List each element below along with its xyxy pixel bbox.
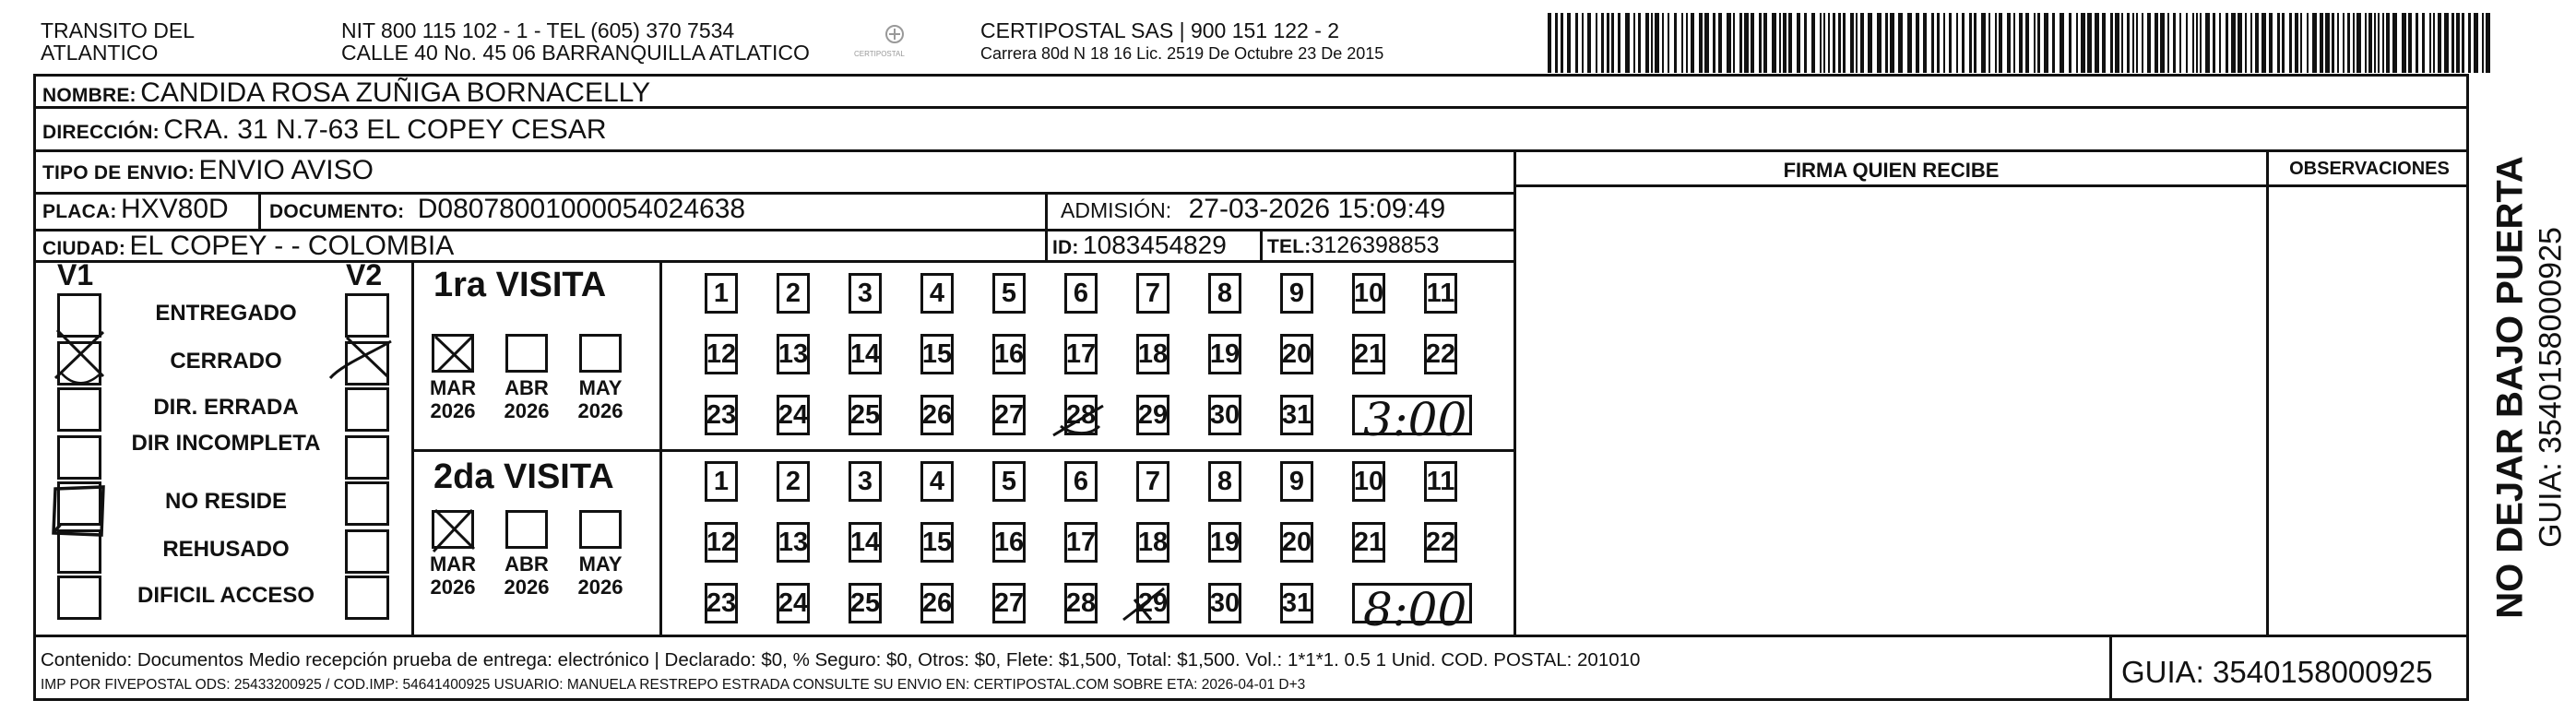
footer-imp: IMP POR FIVEPOSTAL ODS: 25433200925 / COD.IMP: 54641400925 USUARIO: MANUELA RESTREPO ESTRADA CONSULTE SU ENVIO EN: CERTIPOSTAL.COM SOBRE ETA: 2026-04-01 D+3 <box>41 677 1306 693</box>
courier-address: Carrera 80d N 18 16 Lic. 2519 De Octubre 23 De 2015 <box>980 44 1384 63</box>
status-label: NO RESIDE <box>164 489 288 514</box>
day-box[interactable]: 18 <box>1136 334 1169 374</box>
day-box[interactable]: 3 <box>849 461 882 502</box>
ciudad-value: EL COPEY - - COLOMBIA <box>129 231 455 261</box>
tipo-envio-label: TIPO DE ENVIO: <box>42 162 195 184</box>
day-box[interactable]: 11 <box>1424 461 1457 502</box>
status-label: CERRADO <box>170 349 282 374</box>
side-guia: GUIA: 3540158000925 <box>2533 227 2569 548</box>
day-box[interactable]: 20 <box>1280 522 1313 563</box>
footer-guia: GUIA: 3540158000925 <box>2121 655 2433 689</box>
month-year: 2026 <box>577 399 623 422</box>
day-box[interactable]: 13 <box>777 522 810 563</box>
day-box[interactable]: 24 <box>777 395 810 435</box>
day-box[interactable]: 17 <box>1064 334 1098 374</box>
day-box[interactable]: 17 <box>1064 522 1098 563</box>
day-box[interactable]: 18 <box>1136 522 1169 563</box>
day-box[interactable]: 15 <box>920 522 954 563</box>
visit2-time-handwritten: 8:00 <box>1363 583 1467 636</box>
month-year: 2026 <box>430 399 476 422</box>
day-box[interactable]: 9 <box>1280 273 1313 314</box>
status-label: DIR. ERRADA <box>153 395 299 420</box>
day-box[interactable]: 10 <box>1352 461 1385 502</box>
day-box[interactable]: 7 <box>1136 461 1169 502</box>
month-year: 2026 <box>430 576 476 599</box>
id-label: ID: <box>1052 237 1079 258</box>
day-box[interactable]: 13 <box>777 334 810 374</box>
day-box[interactable]: 12 <box>705 334 738 374</box>
placa-label: PLACA: <box>42 201 117 222</box>
status-label: DIR INCOMPLETA <box>131 431 321 456</box>
firma-quien-recibe-label: FIRMA QUIEN RECIBE <box>1783 159 2000 182</box>
day-box[interactable]: 23 <box>705 583 738 623</box>
day-box[interactable]: 1 <box>705 461 738 502</box>
day-box[interactable]: 4 <box>920 461 954 502</box>
day-box[interactable]: 19 <box>1208 522 1241 563</box>
day-box[interactable]: 20 <box>1280 334 1313 374</box>
admision-value: 27-03-2026 15:09:49 <box>1188 194 1446 224</box>
day-box[interactable]: 8 <box>1208 273 1241 314</box>
day-box[interactable]: 10 <box>1352 273 1385 314</box>
month-name: MAR <box>429 376 477 399</box>
day-box[interactable]: 15 <box>920 334 954 374</box>
month-name: ABR <box>505 376 549 399</box>
month-name: MAY <box>578 376 623 399</box>
tipo-envio-value: ENVIO AVISO <box>198 155 374 185</box>
day-box[interactable]: 14 <box>849 334 882 374</box>
day-box[interactable]: 16 <box>992 334 1026 374</box>
footer-contenido: Contenido: Documentos Medio recepción prueba de entrega: electrónico | Declarado: $0, % Seguro: $0, Otros: $0, Flete: $1,500, Total: $1,500. Vol.: 1*1*1. 0.5 1 Unid. COD. POSTAL: 201010 <box>41 649 1641 671</box>
day-box[interactable]: 19 <box>1208 334 1241 374</box>
v2-header: V2 <box>346 258 383 291</box>
visit2-title: 2da VISITA <box>433 457 614 496</box>
visit1-title: 1ra VISITA <box>433 266 607 304</box>
day-box[interactable]: 6 <box>1064 273 1098 314</box>
day-box[interactable]: 5 <box>992 273 1026 314</box>
day-box[interactable]: 22 <box>1424 334 1457 374</box>
day-box[interactable]: 3 <box>849 273 882 314</box>
courier-name: CERTIPOSTAL SAS | 900 151 122 - 2 <box>980 18 1340 42</box>
issuer-name-line1: TRANSITO DEL <box>41 18 195 42</box>
day-box[interactable]: 21 <box>1352 522 1385 563</box>
nombre-value: CANDIDA ROSA ZUÑIGA BORNACELLY <box>140 77 651 108</box>
day-box[interactable]: 30 <box>1208 583 1241 623</box>
id-value: 1083454829 <box>1083 231 1227 259</box>
day-box[interactable]: 2 <box>777 273 810 314</box>
day-box[interactable]: 11 <box>1424 273 1457 314</box>
day-box[interactable]: 4 <box>920 273 954 314</box>
day-box[interactable]: 1 <box>705 273 738 314</box>
v1-header: V1 <box>57 258 94 291</box>
day-box[interactable]: 28 <box>1064 395 1098 435</box>
month-year: 2026 <box>577 576 623 599</box>
observaciones-label: OBSERVACIONES <box>2289 159 2450 179</box>
day-box[interactable]: 26 <box>920 395 954 435</box>
month-year: 2026 <box>504 576 550 599</box>
day-box[interactable]: 28 <box>1064 583 1098 623</box>
side-warning: NO DEJAR BAJO PUERTA <box>2489 156 2531 619</box>
day-box[interactable]: 27 <box>992 395 1026 435</box>
day-box[interactable]: 12 <box>705 522 738 563</box>
day-box[interactable]: 14 <box>849 522 882 563</box>
day-box[interactable]: 8 <box>1208 461 1241 502</box>
month-name: MAY <box>578 552 623 576</box>
status-label: ENTREGADO <box>155 301 297 326</box>
day-box[interactable]: 31 <box>1280 395 1313 435</box>
ciudad-label: CIUDAD: <box>42 238 126 259</box>
status-label: REHUSADO <box>162 537 290 562</box>
day-box[interactable]: 5 <box>992 461 1026 502</box>
documento-value: D08078001000054024638 <box>417 194 746 224</box>
admision-label: ADMISIÓN: <box>1061 198 1172 222</box>
day-box[interactable]: 7 <box>1136 273 1169 314</box>
month-name: ABR <box>505 552 549 576</box>
day-box[interactable]: 25 <box>849 583 882 623</box>
day-box[interactable]: 23 <box>705 395 738 435</box>
tel-label: TEL: <box>1267 236 1312 257</box>
day-box[interactable]: 9 <box>1280 461 1313 502</box>
issuer-address: CALLE 40 No. 45 06 BARRANQUILLA ATLATICO <box>341 41 810 65</box>
logo-text: CERTIPOSTAL <box>854 50 905 58</box>
direccion-value: CRA. 31 N.7-63 EL COPEY CESAR <box>163 114 607 145</box>
issuer-name-line2: ATLANTICO <box>41 41 159 65</box>
day-box[interactable]: 29 <box>1136 583 1169 623</box>
documento-label: DOCUMENTO: <box>269 201 405 222</box>
day-box[interactable]: 6 <box>1064 461 1098 502</box>
direccion-label: DIRECCIÓN: <box>42 122 160 143</box>
placa-value: HXV80D <box>120 194 229 224</box>
day-box[interactable]: 27 <box>992 583 1026 623</box>
month-year: 2026 <box>504 399 550 422</box>
day-box[interactable]: 2 <box>777 461 810 502</box>
day-box[interactable]: 29 <box>1136 395 1169 435</box>
nombre-label: NOMBRE: <box>42 85 137 106</box>
day-box[interactable]: 30 <box>1208 395 1241 435</box>
visit1-time-handwritten: 3:00 <box>1363 393 1467 446</box>
day-box[interactable]: 22 <box>1424 522 1457 563</box>
day-box[interactable]: 26 <box>920 583 954 623</box>
day-box[interactable]: 25 <box>849 395 882 435</box>
day-box[interactable]: 21 <box>1352 334 1385 374</box>
issuer-nit: NIT 800 115 102 - 1 - TEL (605) 370 7534 <box>341 18 735 42</box>
tel-value: 3126398853 <box>1311 232 1440 258</box>
day-box[interactable]: 31 <box>1280 583 1313 623</box>
status-label: DIFICIL ACCESO <box>137 583 315 608</box>
month-name: MAR <box>429 552 477 576</box>
day-box[interactable]: 24 <box>777 583 810 623</box>
day-box[interactable]: 16 <box>992 522 1026 563</box>
